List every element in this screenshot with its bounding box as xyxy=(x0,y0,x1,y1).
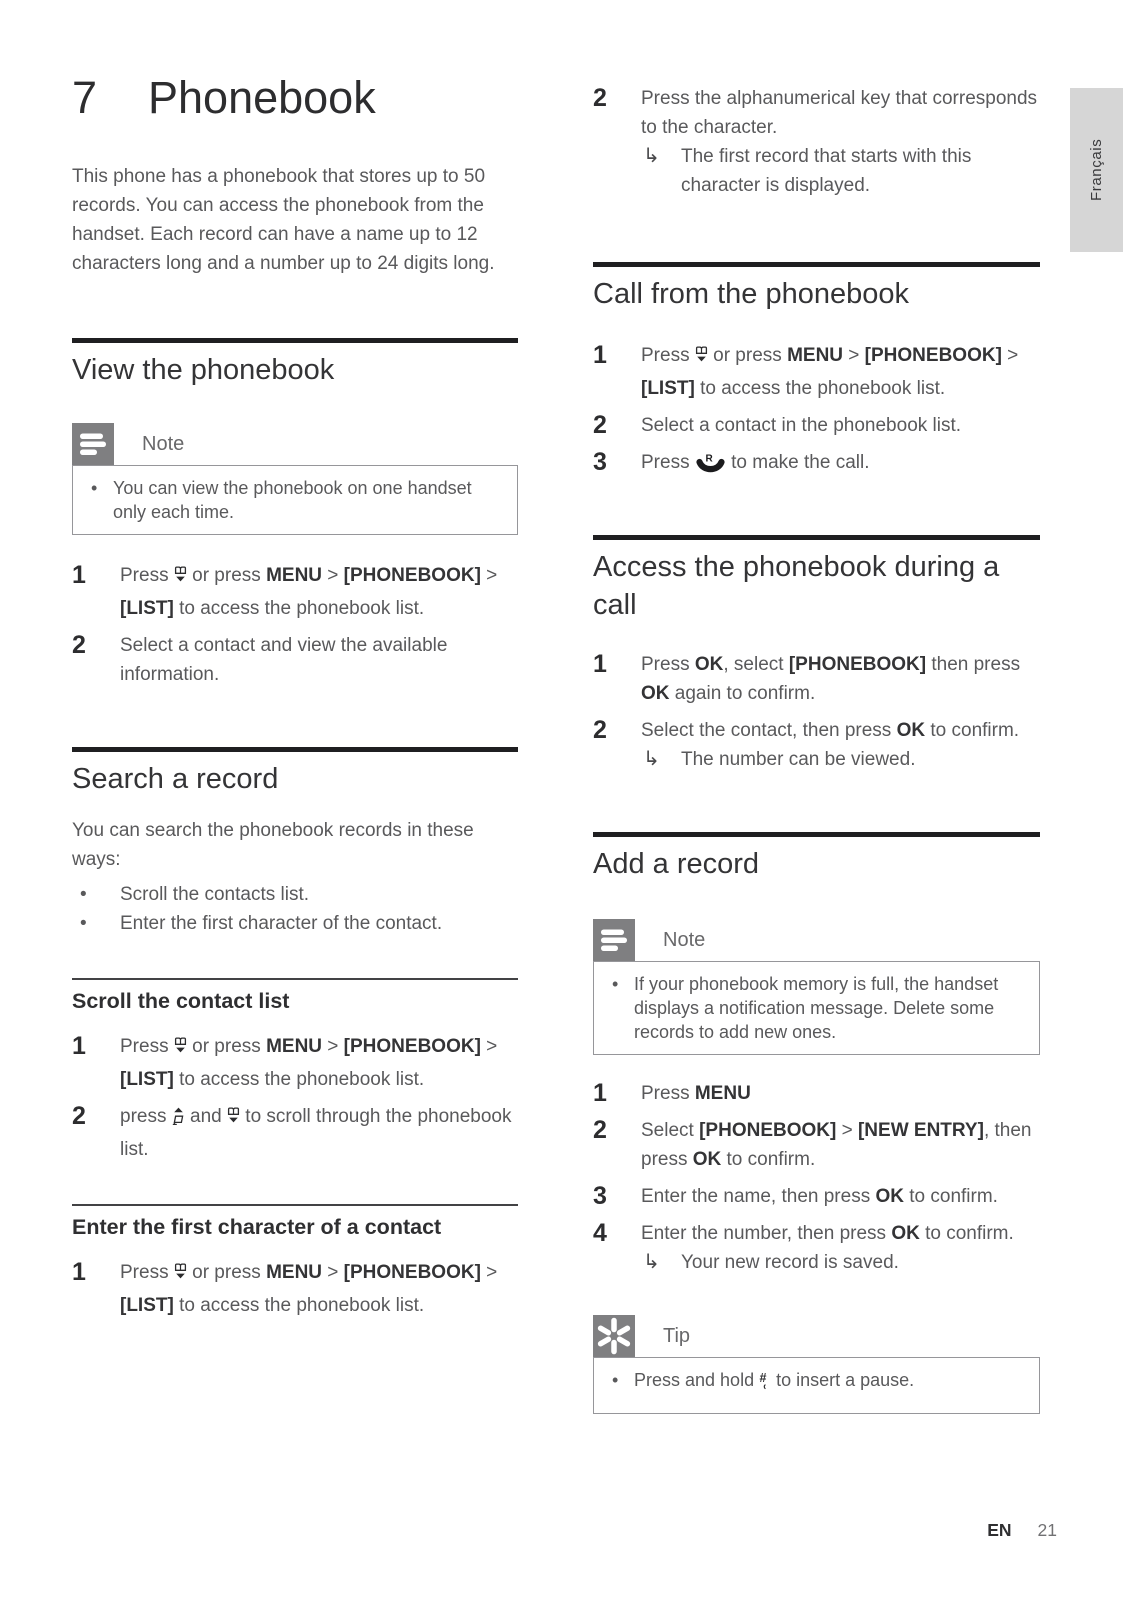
step-runs: Select the contact, then press OK to confirm. xyxy=(641,720,1020,741)
step-text: Press MENU xyxy=(641,1083,751,1104)
search-bullets xyxy=(72,880,518,938)
phonebook-down-icon xyxy=(695,345,708,374)
step-item xyxy=(72,1032,518,1094)
steps-scroll xyxy=(72,1032,518,1164)
phonebook-down-icon xyxy=(174,1262,187,1291)
bullet-mark: • xyxy=(612,974,619,994)
step-item xyxy=(593,1079,1040,1108)
result-arrow-icon: ↳ xyxy=(643,1251,660,1273)
step-text xyxy=(641,1219,1040,1277)
subsection-divider xyxy=(72,978,518,980)
section-divider xyxy=(593,535,1040,540)
bullet-mark: • xyxy=(80,884,87,905)
step-number: 2 xyxy=(593,1116,607,1144)
note-box xyxy=(593,961,1040,1055)
note-box xyxy=(72,465,518,535)
step-number: 1 xyxy=(72,561,86,589)
step-item xyxy=(593,716,1040,774)
step-number: 1 xyxy=(593,1079,607,1107)
bullet-mark: • xyxy=(612,1370,619,1390)
step-item xyxy=(593,411,1040,440)
tip-header xyxy=(593,1315,1040,1357)
step-number: 1 xyxy=(593,650,607,678)
note-label: Note xyxy=(142,432,185,455)
step-text: Enter the name, then press OK to confirm. xyxy=(641,1186,998,1207)
step-text xyxy=(641,716,1040,774)
note-text: If your phonebook memory is full, the handset displays a notification message. Delete some records to add new ones. xyxy=(634,974,999,1042)
chapter-intro: This phone has a phonebook that stores up to 50 records. You can access the phonebook from the handset. Each record can have a name up to 12 characters long and a number up to 24 digits long. xyxy=(72,166,495,274)
step-runs: Press the alphanumerical key that corresponds to the character. xyxy=(641,88,1038,138)
section-heading-view: View the phonebook xyxy=(72,354,335,386)
result-text: Your new record is saved. xyxy=(681,1252,899,1273)
step-text: Select a contact in the phonebook list. xyxy=(641,415,962,436)
step-number: 2 xyxy=(72,1102,86,1130)
right-column xyxy=(593,0,1040,1414)
step-text: Press R to make the call. xyxy=(641,448,1040,483)
steps-view xyxy=(72,561,518,689)
chapter-number: 7 xyxy=(72,72,98,123)
section-heading-add: Add a record xyxy=(593,848,760,880)
step-number: 1 xyxy=(593,341,607,369)
section-divider xyxy=(593,832,1040,837)
section-divider xyxy=(593,262,1040,267)
tip-box xyxy=(593,1357,1040,1414)
chapter-heading xyxy=(72,74,518,122)
step-runs: Enter the number, then press OK to confirm. xyxy=(641,1223,1014,1244)
step-item xyxy=(72,561,518,623)
steps-during xyxy=(593,650,1040,774)
step-item xyxy=(72,1102,518,1164)
step-number: 1 xyxy=(72,1032,86,1060)
svg-text:R: R xyxy=(705,453,713,465)
tip-item xyxy=(604,1368,1025,1397)
step-text: Press or press MENU > [PHONEBOOK] > [LIST] to access the phonebook list. xyxy=(641,345,1019,399)
tip-icon xyxy=(593,1315,635,1357)
section-divider xyxy=(72,338,518,343)
step-number: 2 xyxy=(72,631,86,659)
bullet-text: Scroll the contacts list. xyxy=(120,884,310,905)
step-item xyxy=(72,631,518,689)
step-number: 2 xyxy=(593,84,607,112)
tip-label: Tip xyxy=(663,1324,691,1347)
svg-text:#: # xyxy=(759,1371,767,1385)
section-heading-search: Search a record xyxy=(72,763,279,795)
step-item xyxy=(593,1116,1040,1174)
result-line xyxy=(641,745,1040,774)
note-block xyxy=(593,919,1040,1055)
step-item xyxy=(593,1219,1040,1277)
step-item xyxy=(593,341,1040,403)
steps-call xyxy=(593,341,1040,483)
tip-text: Press and hold # to insert a pause. xyxy=(634,1368,1025,1397)
step-number: 4 xyxy=(593,1219,607,1247)
subsection-heading-first-char: Enter the first character of a contact xyxy=(72,1215,442,1239)
note-label: Note xyxy=(663,928,706,951)
result-text: The first record that starts with this character is displayed. xyxy=(681,146,972,196)
up-call-log-icon xyxy=(172,1106,185,1135)
section-heading-during: Access the phonebook during a call xyxy=(593,551,1000,621)
phonebook-down-icon xyxy=(174,1036,187,1065)
left-column xyxy=(72,0,518,1328)
hash-pause-icon xyxy=(759,1371,771,1397)
result-line xyxy=(641,1248,1040,1277)
tip-block xyxy=(593,1315,1040,1414)
talk-r-icon xyxy=(695,453,726,483)
step-text xyxy=(641,84,1040,200)
phonebook-down-icon xyxy=(227,1106,240,1135)
chapter-title: Phonebook xyxy=(148,72,376,123)
note-item xyxy=(604,972,1025,1044)
bullet-mark: • xyxy=(91,478,98,498)
step-text: Press or press MENU > [PHONEBOOK] > [LIST] to access the phonebook list. xyxy=(120,565,498,619)
language-tab: Français xyxy=(1070,88,1123,252)
note-header xyxy=(593,919,1040,961)
footer-language: EN xyxy=(987,1520,1012,1540)
step-number: 2 xyxy=(593,716,607,744)
bullet-mark: • xyxy=(80,913,87,934)
steps-continued xyxy=(593,84,1040,200)
note-block xyxy=(72,423,518,535)
note-icon xyxy=(72,423,114,465)
step-number: 3 xyxy=(593,448,607,476)
page-footer xyxy=(0,1520,1057,1541)
result-text: The number can be viewed. xyxy=(681,749,916,770)
steps-add xyxy=(593,1079,1040,1277)
result-arrow-icon: ↳ xyxy=(643,748,660,770)
step-text: Press or press MENU > [PHONEBOOK] > [LIST] to access the phonebook list. xyxy=(120,1036,498,1090)
step-item xyxy=(593,650,1040,708)
result-arrow-icon: ↳ xyxy=(643,145,660,167)
result-line xyxy=(641,142,1040,200)
note-text: You can view the phonebook on one handset only each time. xyxy=(113,478,472,522)
note-header xyxy=(72,423,518,465)
list-item xyxy=(72,880,518,909)
list-item xyxy=(72,909,518,938)
section-divider xyxy=(72,747,518,752)
phonebook-down-icon xyxy=(174,565,187,594)
footer-page-number: 21 xyxy=(1037,1520,1057,1540)
step-number: 2 xyxy=(593,411,607,439)
step-text: Press or press MENU > [PHONEBOOK] > [LIST] to access the phonebook list. xyxy=(120,1262,498,1316)
step-text: Select a contact and view the available information. xyxy=(120,635,448,685)
step-item xyxy=(593,84,1040,200)
step-text: Select [PHONEBOOK] > [NEW ENTRY], then press OK to confirm. xyxy=(641,1120,1032,1170)
note-item xyxy=(83,476,503,524)
step-item xyxy=(72,1258,518,1320)
step-number: 3 xyxy=(593,1182,607,1210)
search-intro: You can search the phonebook records in these ways: xyxy=(72,820,474,870)
step-text: press and to scroll through the phonebook list. xyxy=(120,1106,512,1160)
section-heading-call: Call from the phonebook xyxy=(593,278,909,310)
note-icon xyxy=(593,919,635,961)
step-number: 1 xyxy=(72,1258,86,1286)
subsection-heading-scroll: Scroll the contact list xyxy=(72,989,290,1013)
step-item xyxy=(593,448,1040,483)
subsection-divider xyxy=(72,1204,518,1206)
step-item xyxy=(593,1182,1040,1211)
steps-first-char xyxy=(72,1258,518,1320)
bullet-text: Enter the first character of the contact. xyxy=(120,913,443,934)
step-text: Press OK, select [PHONEBOOK] then press OK again to confirm. xyxy=(641,654,1021,704)
